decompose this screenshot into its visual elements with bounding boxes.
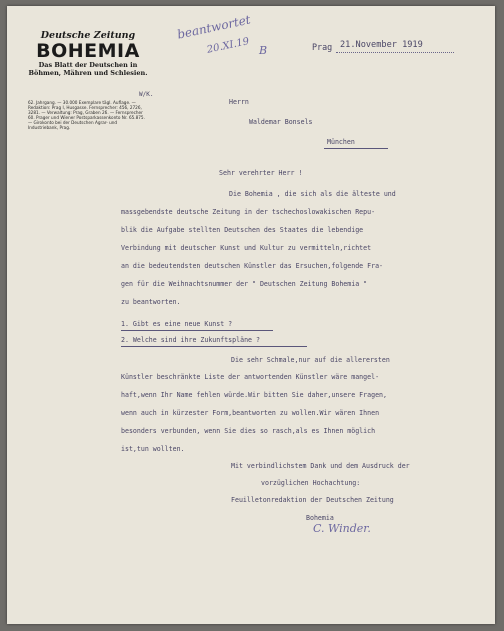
newspaper-name: BOHEMIA <box>36 40 140 62</box>
letter-date: 21.November 1919 <box>340 40 423 50</box>
body-line: Die Bohemia , die sich als die älteste und <box>229 190 396 198</box>
body-line: blik die Aufgabe stellten Deutschen des Staates die lebendige <box>121 226 364 234</box>
body-line: gen für die Weihnachtsnummer der " Deutschen Zeitung Bohemia " <box>121 280 368 288</box>
body-line: massgebendste deutsche Zeitung in der tschechoslowakischen Repu- <box>121 208 376 216</box>
body-line: Verbindung mit deutscher Kunst und Kultur zu vermitteln,richtet <box>121 244 372 252</box>
body-line: wenn auch in kürzester Form,beantworten zu wollen.Wir wären Ihnen <box>121 409 380 417</box>
question-1-underline <box>121 330 273 331</box>
body-line: an die bedeutendsten deutschen Künstler das Ersuchen,folgende Fra- <box>121 262 384 270</box>
letterhead-line1: Deutsche Zeitung <box>40 30 136 41</box>
letterhead-fine-print: 62. Jahrgang. — 30.000 Exemplare tägl. Auflage. — Redaktion: Prag I, Husgasse. Fernsprecher: 456, 2726, 3281. — Verwaltung: Prag, Graben 26. — Fernsprecher 60. Prager und Wiener Postsparkassenkonto Nr. 65.875. — Girokonto bei der Deutschen Agrar- und Industriebank, Prag. <box>28 100 145 130</box>
handwritten-mark: B <box>259 44 268 57</box>
city-underline <box>324 148 388 149</box>
question-2: 2. Welche sind ihre Zukunftspläne ? <box>121 336 260 344</box>
letterhead-tagline1: Das Blatt der Deutschen in <box>38 61 138 69</box>
closing-line: Mit verbindlichstem Dank und dem Ausdruck der <box>231 462 410 470</box>
recipient-name: Waldemar Bonsels <box>249 118 313 126</box>
recipient-city: München <box>327 138 355 146</box>
closing-line: Bohemia <box>306 514 334 522</box>
body-line: zu beantworten. <box>121 298 181 306</box>
signature: C. Winder. <box>313 522 371 535</box>
body-line: haft,wenn Ihr Name fehlen würde.Wir bitten Sie daher,unsere Fragen, <box>121 391 387 399</box>
closing-line: Feuilletonredaktion der Deutschen Zeitung <box>231 496 394 504</box>
body-line: Künstler beschränkte Liste der antwortenden Künstler wäre mangel- <box>121 373 380 381</box>
letterhead <box>28 30 148 77</box>
closing-line: vorzüglichen Hochachtung: <box>261 479 361 487</box>
sender-initials: W/K. <box>139 91 154 98</box>
recipient-salutation: Herrn <box>229 98 249 106</box>
body-line: besonders verbunden, wenn Sie dies so rasch,als es Ihnen möglich <box>121 427 376 435</box>
handwritten-date: 20.XI.19 <box>206 36 251 56</box>
question-2-underline <box>121 346 307 347</box>
greeting: Sehr verehrter Herr ! <box>219 169 303 177</box>
date-line <box>336 52 454 53</box>
question-1: 1. Gibt es eine neue Kunst ? <box>121 320 233 328</box>
body-line: ist,tun wollten. <box>121 445 185 453</box>
place: Prag <box>312 42 333 52</box>
letterhead-tagline2: Böhmen, Mähren und Schlesien. <box>28 69 148 77</box>
handwritten-note: beantwortet <box>176 12 252 42</box>
letter-page <box>7 6 495 624</box>
body-line: Die sehr Schmale,nur auf die allerersten <box>231 356 390 364</box>
